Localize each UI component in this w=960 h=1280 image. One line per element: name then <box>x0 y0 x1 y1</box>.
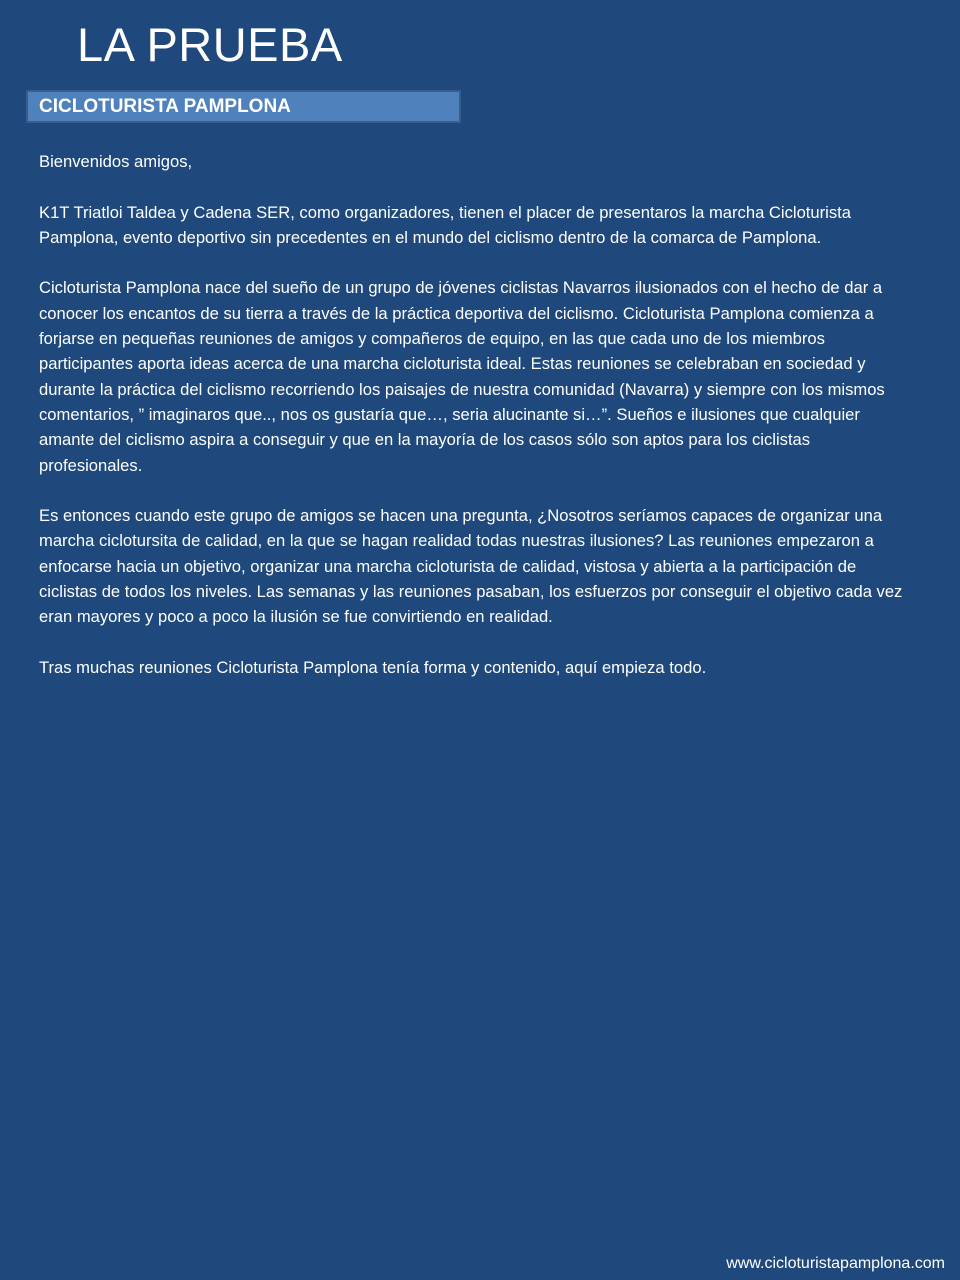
greeting-paragraph: Bienvenidos amigos, <box>39 152 193 171</box>
footer-url: www.cicloturistapamplona.com <box>726 1255 945 1272</box>
closing-paragraph: Tras muchas reuniones Cicloturista Pamplona tenía forma y contenido, aquí empieza todo. <box>39 657 707 677</box>
page-title: LA PRUEBA <box>77 18 343 71</box>
question-paragraph: Es entonces cuando este grupo de amigos se hacen una pregunta, ¿Nosotros seríamos capaces de organizar una marcha ciclotursita de calidad, en la que se hagan realidad todas nuestras ilusiones? Las reuniones empezaron a enfocarse hacia un objetivo, organizar una marcha cicloturista de calidad, vistosa y abierta a la participación de ciclistas de todos los niveles. Las semanas y las reuniones pasaban, los esfuerzos por conseguir el objetivo cada vez eran mayores y poco a poco la ilusión se fue convirtiendo en realidad. <box>39 506 903 627</box>
origin-paragraph: Cicloturista Pamplona nace del sueño de un grupo de jóvenes ciclistas Navarros ilusionados con el hecho de dar a conocer los encantos de su tierra a través de la práctica deportiva del ciclismo. Cicloturista Pamplona comienza a forjarse en pequeñas reuniones de amigos y compañeros de equipo, en las que cada uno de los miembros participantes aporta ideas acerca de una marcha cicloturista ideal. Estas reuniones se celebraban en sociedad y durante la práctica del ciclismo recorriendo los paisajes de nuestra comunidad (Navarra) y siempre con los mismos comentarios, ” imaginaros que.., nos os gustaría que…, seria alucinante si…”. Sueños e ilusiones que cualquier amante del ciclismo aspira a conseguir y que en la mayoría de los casos sólo son aptos para los ciclistas profesionales. <box>39 278 885 475</box>
body-text <box>39 149 909 706</box>
section-banner <box>26 90 461 123</box>
intro-paragraph: K1T Triatloi Taldea y Cadena SER, como organizadores, tienen el placer de presentaros la marcha Cicloturista Pamplona, evento deportivo sin precedentes en el mundo del ciclismo dentro de la comarca de Pamplona. <box>39 202 851 247</box>
section-banner-label: CICLOTURISTA PAMPLONA <box>39 96 291 117</box>
